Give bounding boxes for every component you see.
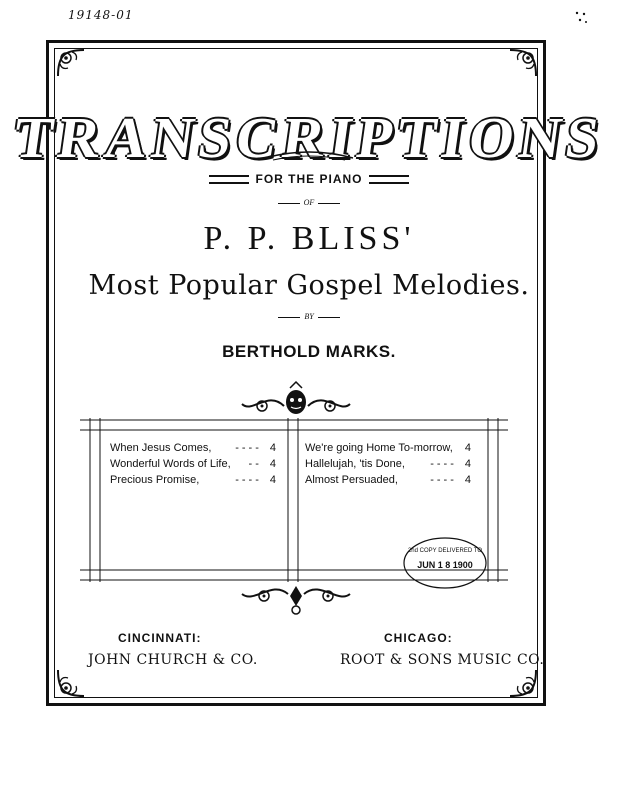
arranger-name: BERTHOLD MARKS. bbox=[222, 342, 396, 361]
publisher-city-left: CINCINNATI: bbox=[118, 631, 202, 645]
of-label: OF bbox=[0, 198, 618, 207]
swash-ornament-icon bbox=[263, 148, 355, 162]
double-rule-right bbox=[369, 175, 409, 184]
stamp-line-1: 2nd COPY DELIVERED TO bbox=[407, 548, 483, 554]
mask-ornament-icon bbox=[238, 380, 354, 420]
corner-scroll-icon bbox=[504, 46, 540, 82]
registration-mark-icon bbox=[574, 10, 588, 24]
publisher-name-right: ROOT & SONS MUSIC CO. bbox=[340, 652, 545, 668]
corner-scroll-icon bbox=[54, 664, 90, 700]
list-item: Precious Promise, ---- 4 bbox=[110, 474, 276, 486]
list-item: Almost Persuaded, ---- 4 bbox=[305, 474, 471, 486]
by-label: BY bbox=[0, 312, 618, 321]
subtitle bbox=[0, 172, 618, 186]
page-title: TRANSCRIPTIONS bbox=[9, 105, 609, 170]
scroll-ornament-icon bbox=[238, 582, 354, 618]
corner-scroll-icon bbox=[54, 46, 90, 82]
collection-title: Most Popular Gospel Melodies. bbox=[88, 270, 530, 301]
song-list-left bbox=[110, 440, 276, 488]
copyright-stamp bbox=[402, 535, 488, 591]
subtitle-text: FOR THE PIANO bbox=[255, 172, 363, 186]
composer-name: P. P. BLISS' bbox=[203, 220, 415, 257]
corner-scroll-icon bbox=[504, 664, 540, 700]
handwritten-note: 19148-01 bbox=[68, 8, 134, 22]
song-list-right bbox=[305, 440, 471, 488]
list-item: Wonderful Words of Life, -- 4 bbox=[110, 458, 276, 470]
list-item: Hallelujah, 'tis Done, ---- 4 bbox=[305, 458, 471, 470]
stamp-date: JUN 1 8 1900 bbox=[417, 560, 473, 570]
publisher-city-right: CHICAGO: bbox=[384, 631, 453, 645]
publisher-name-left: JOHN CHURCH & CO. bbox=[88, 652, 258, 668]
list-item: When Jesus Comes, ---- 4 bbox=[110, 442, 276, 454]
double-rule-left bbox=[209, 175, 249, 184]
list-item: We're going Home To-morrow, 4 bbox=[305, 442, 471, 454]
